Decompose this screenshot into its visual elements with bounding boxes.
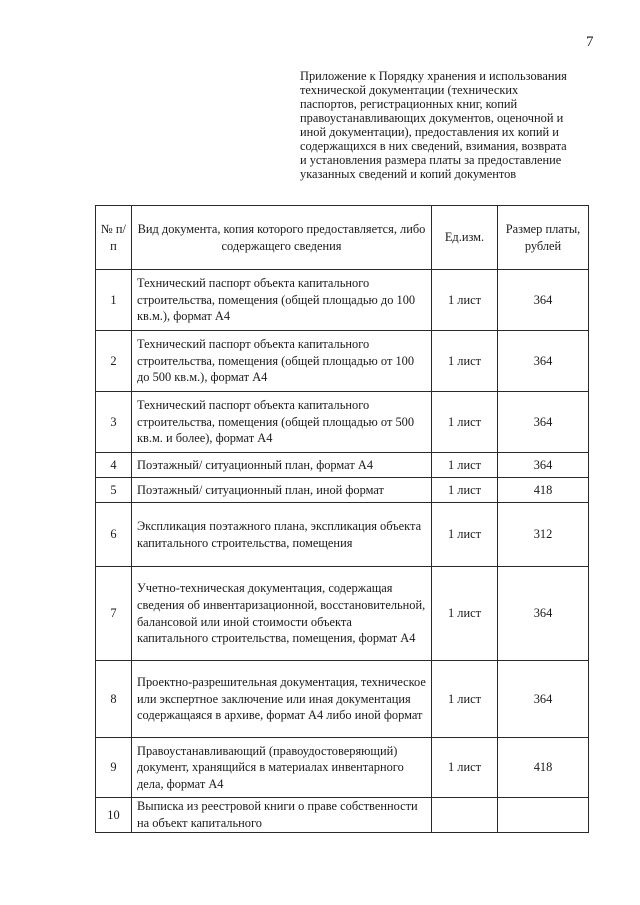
row-description: Экспликация поэтажного плана, экспликация объекта капитального строительства, помещения xyxy=(132,503,432,567)
row-description: Выписка из реестровой книги о праве собственности на объект капитального xyxy=(132,798,432,833)
table-row xyxy=(96,270,589,331)
table-row xyxy=(96,798,589,833)
table-row xyxy=(96,503,589,567)
table-row xyxy=(96,392,589,453)
row-price: 364 xyxy=(498,392,589,453)
row-description: Технический паспорт объекта капитального строительства, помещения (общей площадью от 500 кв.м. и более), формат А4 xyxy=(132,392,432,453)
row-price: 364 xyxy=(498,270,589,331)
table-header-row xyxy=(96,206,589,270)
row-number: 6 xyxy=(96,503,132,567)
appendix-line: паспортов, регистрационных книг, копий xyxy=(300,97,518,111)
row-number: 10 xyxy=(96,798,132,833)
header-unit: Ед.изм. xyxy=(432,206,498,270)
table-row xyxy=(96,331,589,392)
row-description: Технический паспорт объекта капитального строительства, помещения (общей площадью до 100 кв.м.), формат А4 xyxy=(132,270,432,331)
appendix-line: иной документации), предоставления их копий и xyxy=(300,125,559,139)
header-number: № п/п xyxy=(96,206,132,270)
row-number: 4 xyxy=(96,453,132,478)
row-number: 5 xyxy=(96,478,132,503)
row-unit: 1 лист xyxy=(432,392,498,453)
row-price: 364 xyxy=(498,331,589,392)
row-unit: 1 лист xyxy=(432,567,498,661)
table-row xyxy=(96,453,589,478)
page-number: 7 xyxy=(586,34,594,50)
table-row xyxy=(96,661,589,738)
row-description: Поэтажный/ ситуационный план, иной формат xyxy=(132,478,432,503)
row-unit xyxy=(432,798,498,833)
appendix-line: правоустанавливающих документов, оценочной и xyxy=(300,111,564,125)
row-number: 9 xyxy=(96,738,132,798)
row-unit: 1 лист xyxy=(432,738,498,798)
row-price: 364 xyxy=(498,661,589,738)
row-price: 364 xyxy=(498,453,589,478)
row-price: 364 xyxy=(498,567,589,661)
appendix-line: содержащихся в них сведений, взимания, возврата xyxy=(300,139,567,153)
fees-table xyxy=(95,205,589,833)
appendix-line: Приложение к Порядку хранения и использования xyxy=(300,69,567,83)
appendix-header xyxy=(300,69,610,181)
row-number: 3 xyxy=(96,392,132,453)
appendix-line: указанных сведений и копий документов xyxy=(300,167,517,181)
row-unit: 1 лист xyxy=(432,453,498,478)
row-price: 312 xyxy=(498,503,589,567)
header-document-type: Вид документа, копия которого предоставляется, либо содержащего сведения xyxy=(132,206,432,270)
row-price xyxy=(498,798,589,833)
appendix-line: технической документации (технических xyxy=(300,83,519,97)
row-description: Правоустанавливающий (правоудостоверяющий) документ, хранящийся в материалах инвентарного дела, формат А4 xyxy=(132,738,432,798)
row-number: 1 xyxy=(96,270,132,331)
row-description: Учетно-техническая документация, содержащая сведения об инвентаризационной, восстановительной, балансовой или иной стоимости объекта капитального строительства, помещения, формат А4 xyxy=(132,567,432,661)
table-row xyxy=(96,567,589,661)
row-description: Проектно-разрешительная документация, техническое или экспертное заключение или иная документация содержащаяся в архиве, формат А4 либо иной формат xyxy=(132,661,432,738)
row-number: 2 xyxy=(96,331,132,392)
appendix-line: и установления размера платы за предоставление xyxy=(300,153,562,167)
row-price: 418 xyxy=(498,478,589,503)
row-unit: 1 лист xyxy=(432,503,498,567)
table-row xyxy=(96,478,589,503)
header-price: Размер платы, рублей xyxy=(498,206,589,270)
row-unit: 1 лист xyxy=(432,331,498,392)
row-unit: 1 лист xyxy=(432,661,498,738)
row-price: 418 xyxy=(498,738,589,798)
row-unit: 1 лист xyxy=(432,270,498,331)
row-unit: 1 лист xyxy=(432,478,498,503)
table-row xyxy=(96,738,589,798)
row-number: 7 xyxy=(96,567,132,661)
row-description: Технический паспорт объекта капитального строительства, помещения (общей площадью от 100 до 500 кв.м.), формат А4 xyxy=(132,331,432,392)
row-description: Поэтажный/ ситуационный план, формат А4 xyxy=(132,453,432,478)
row-number: 8 xyxy=(96,661,132,738)
